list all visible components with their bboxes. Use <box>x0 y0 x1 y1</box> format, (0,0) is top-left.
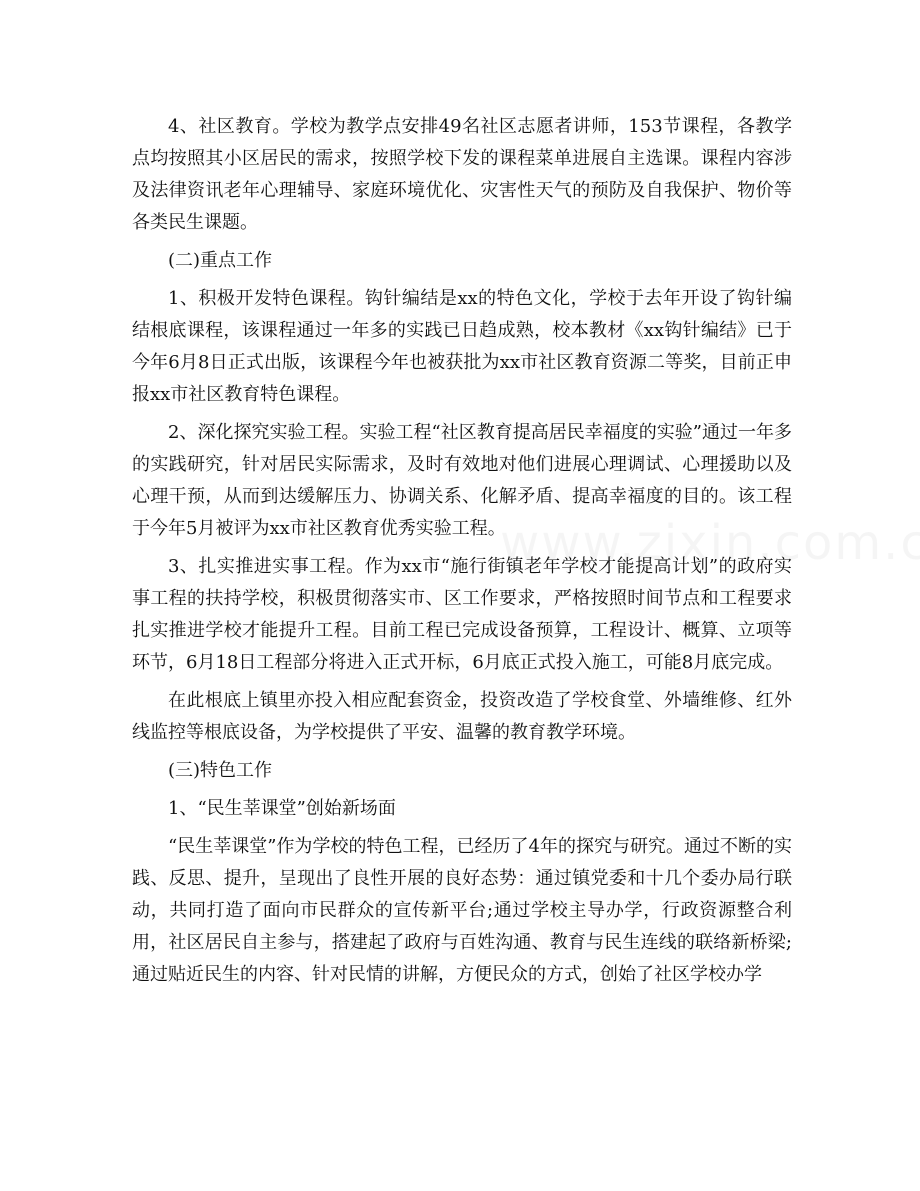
paragraph-feature-course: 1、积极开发特色课程。钩针编结是xx的特色文化，学校于去年开设了钩针编结根底课程，该课程通过一年多的实践已日趋成熟，校本教材《xx钩针编结》已于今年6月8日正式出版，该课程今年也被获批为xx市社区教育资源二等奖，目前正申报xx市社区教育特色课程。 <box>132 288 792 405</box>
section-heading-key-work: (二)重点工作 <box>168 250 273 271</box>
paragraph-practical-project: 3、扎实推进实事工程。作为xx市“施行街镇老年学校才能提高计划”的政府实事工程的扶持学校，积极贯彻落实市、区工作要求，严格按照时间节点和工程要求扎实推进学校才能提升工程。目前工程已完成设备预算，工程设计、概算、立项等环节，6月18日工程部分将进入正式开标，6月底正式投入施工，可能8月底完成。 <box>132 556 792 673</box>
section-heading-feature-work: (三)特色工作 <box>168 760 273 781</box>
paragraph-community-education: 4、社区教育。学校为教学点安排49名社区志愿者讲师，153节课程，各教学点均按照其小区居民的需求，按照学校下发的课程菜单进展自主选课。课程内容涉及法律资讯老年心理辅导、家庭环境优化、灾害性天气的预防及自我保护、物价等各类民生课题。 <box>132 116 792 233</box>
subheading-minsheng-classroom: 1、“民生莘课堂”创始新场面 <box>168 798 396 819</box>
paragraph-minsheng-classroom: “民生莘课堂”作为学校的特色工程，已经历了4年的探究与研究。通过不断的实践、反思、提升，呈现出了良性开展的良好态势：通过镇党委和十几个委办局行联动，共同打造了面向市民群众的宣传新平台;通过学校主导办学，行政资源整合利用，社区居民自主参与，搭建起了政府与百姓沟通、教育与民生连线的联络新桥梁;通过贴近民生的内容、针对民情的讲解，方便民众的方式，创始了社区学校办学 <box>132 836 792 985</box>
paragraph-supporting-funds: 在此根底上镇里亦投入相应配套资金，投资改造了学校食堂、外墙维修、红外线监控等根底设备，为学校提供了平安、温馨的教育教学环境。 <box>132 690 792 743</box>
paragraph-experiment-project: 2、深化探究实验工程。实验工程“社区教育提高居民幸福度的实验”通过一年多的实践研究，针对居民实际需求，及时有效地对他们进展心理调试、心理援助以及心理干预，从而到达缓解压力、协调关系、化解矛盾、提高幸福度的目的。该工程于今年5月被评为xx市社区教育优秀实验工程。 <box>132 422 792 539</box>
document-body <box>132 111 792 997</box>
